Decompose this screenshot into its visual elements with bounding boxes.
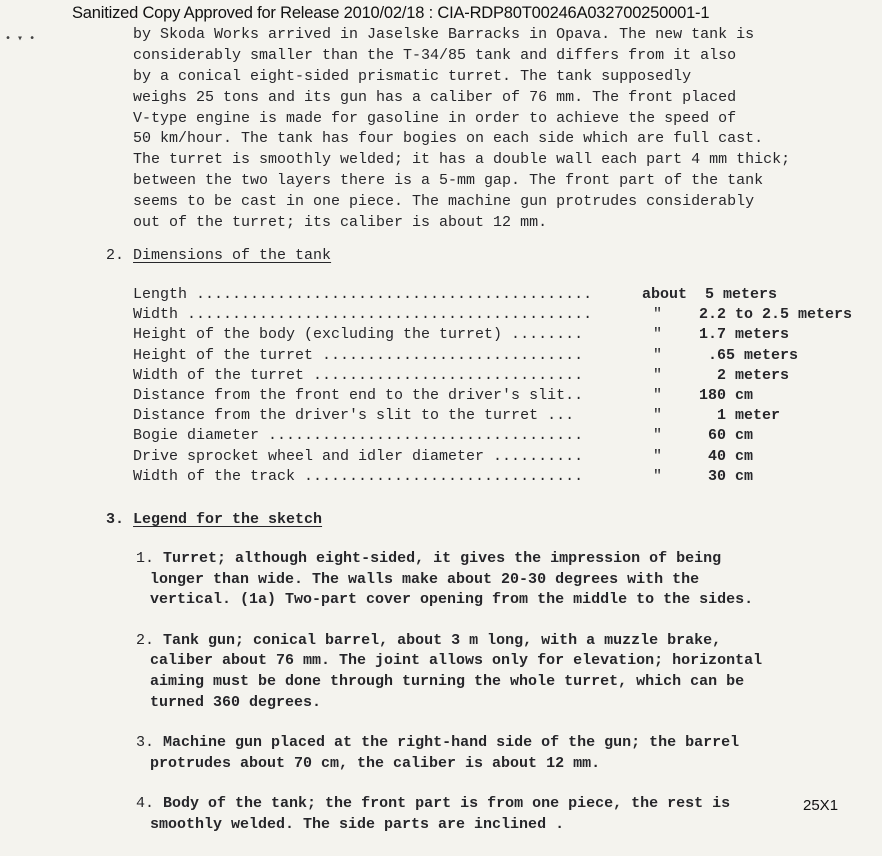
dimension-label: Width ............................................. [133, 306, 593, 324]
legend-item-first-line [136, 733, 762, 754]
legend-item [136, 631, 762, 713]
intro-line: weighs 25 tons and its gun has a caliber of 76 mm. The front placed [133, 88, 737, 106]
legend-list [136, 549, 762, 856]
ditto-mark: " [653, 427, 663, 445]
ditto-mark: " [653, 306, 663, 324]
legend-text: smoothly welded. The side parts are inclined . [150, 815, 565, 833]
dimension-label: Distance from the driver's slit to the turret ... [133, 407, 575, 425]
legend-item-first-line [136, 794, 762, 815]
legend-text: aiming must be done through turning the whole turret, which can be [150, 672, 745, 690]
dimension-value: 1 meter [699, 407, 781, 425]
ditto-mark: " [653, 386, 663, 404]
intro-line: by a conical eight-sided prismatic turret. The tank supposedly [133, 67, 692, 85]
dimension-label: Width of the turret .............................. [133, 366, 584, 384]
legend-text: Turret; although eight-sided, it gives the impression of being [163, 550, 722, 567]
legend-number: 3. [136, 734, 155, 752]
dimension-value: 2 meters [699, 366, 790, 384]
dimension-label: Height of the body (excluding the turret) ........ [133, 326, 584, 344]
intro-line: considerably smaller than the T-34/85 tank and differs from it also [133, 46, 737, 64]
intro-line: seems to be cast in one piece. The machine gun protrudes considerably [133, 193, 755, 211]
dimension-row [133, 305, 873, 325]
intro-paragraph [133, 25, 790, 234]
margin-specks: • ▾ • [5, 33, 36, 44]
dimension-value: about 5 meters [642, 286, 778, 303]
dimension-value: 30 cm [699, 467, 754, 485]
section-2-title: Dimensions of the tank [133, 247, 332, 264]
dimension-row [133, 447, 873, 467]
ditto-mark: " [653, 407, 663, 425]
ditto-mark: " [653, 467, 663, 485]
dimension-label: Drive sprocket wheel and idler diameter .......... [133, 447, 584, 465]
dimension-label: Distance from the front end to the driver's slit.. [133, 386, 584, 404]
legend-text: Body of the tank; the front part is from one piece, the rest is [163, 795, 731, 813]
legend-number: 4. [136, 795, 155, 813]
redaction-mark: 25X1 [803, 797, 839, 814]
legend-item-first-line [136, 549, 762, 570]
ditto-mark: " [653, 447, 663, 465]
intro-line: by Skoda Works arrived in Jaselske Barracks in Opava. The new tank is [133, 26, 755, 43]
legend-number: 2. [136, 631, 155, 649]
dimension-value: 180 cm [699, 386, 754, 404]
section-3-title: Legend for the sketch [133, 511, 323, 528]
dimension-row [133, 406, 873, 426]
intro-line: The turret is smoothly welded; it has a double wall each part 4 mm thick; [133, 151, 791, 169]
ditto-mark: " [653, 326, 663, 344]
dimension-row [133, 346, 873, 366]
dimension-row [133, 386, 873, 406]
legend-text: vertical. (1a) Two-part cover opening from the middle to the sides. [150, 591, 754, 609]
legend-text: Machine gun placed at the right-hand side of the gun; the barrel [163, 734, 740, 752]
dimension-value: 2.2 to 2.5 meters [699, 306, 853, 324]
dimension-row [133, 325, 873, 345]
section-3-heading [106, 511, 322, 528]
dimension-value: 60 cm [699, 427, 754, 445]
intro-line: between the two layers there is a 5-mm gap. The front part of the tank [133, 172, 764, 190]
legend-text: protrudes about 70 cm, the caliber is about 12 mm. [150, 754, 601, 772]
dimension-row [133, 467, 873, 487]
section-2-heading [106, 247, 331, 264]
dimension-value: .65 meters [699, 346, 799, 364]
dimension-label: Height of the turret ............................. [133, 346, 584, 364]
intro-line: V-type engine is made for gasoline in order to achieve the speed of [133, 109, 737, 127]
dimension-label: Width of the track ............................... [133, 467, 584, 485]
legend-text: turned 360 degrees. [150, 693, 322, 711]
dimension-value: 40 cm [699, 447, 754, 465]
legend-number: 1. [136, 550, 155, 567]
section-3-number: 3. [106, 511, 125, 528]
legend-item-first-line [136, 631, 762, 652]
legend-item [136, 794, 762, 835]
legend-item [136, 733, 762, 774]
intro-line: 50 km/hour. The tank has four bogies on each side which are full cast. [133, 130, 764, 148]
dimensions-table [133, 285, 873, 487]
section-2-number: 2. [106, 247, 125, 264]
dimension-label: Bogie diameter ................................... [133, 427, 584, 445]
dimension-row [133, 426, 873, 446]
dimension-row [133, 285, 873, 305]
legend-text: caliber about 76 mm. The joint allows only for elevation; horizontal [150, 652, 763, 670]
legend-text: Tank gun; conical barrel, about 3 m long, with a muzzle brake, [163, 631, 722, 649]
sanitized-header: Sanitized Copy Approved for Release 2010/02/18 : CIA-RDP80T00246A032700250001-1 [72, 4, 710, 22]
legend-text: longer than wide. The walls make about 20-30 degrees with the [150, 570, 700, 588]
ditto-mark: " [653, 346, 663, 364]
intro-line: out of the turret; its caliber is about 12 mm. [133, 214, 548, 232]
dimension-row [133, 366, 873, 386]
dimension-label: Length ............................................ [133, 286, 593, 303]
ditto-mark: " [653, 366, 663, 384]
dimension-value: 1.7 meters [699, 326, 790, 344]
legend-item [136, 549, 762, 611]
